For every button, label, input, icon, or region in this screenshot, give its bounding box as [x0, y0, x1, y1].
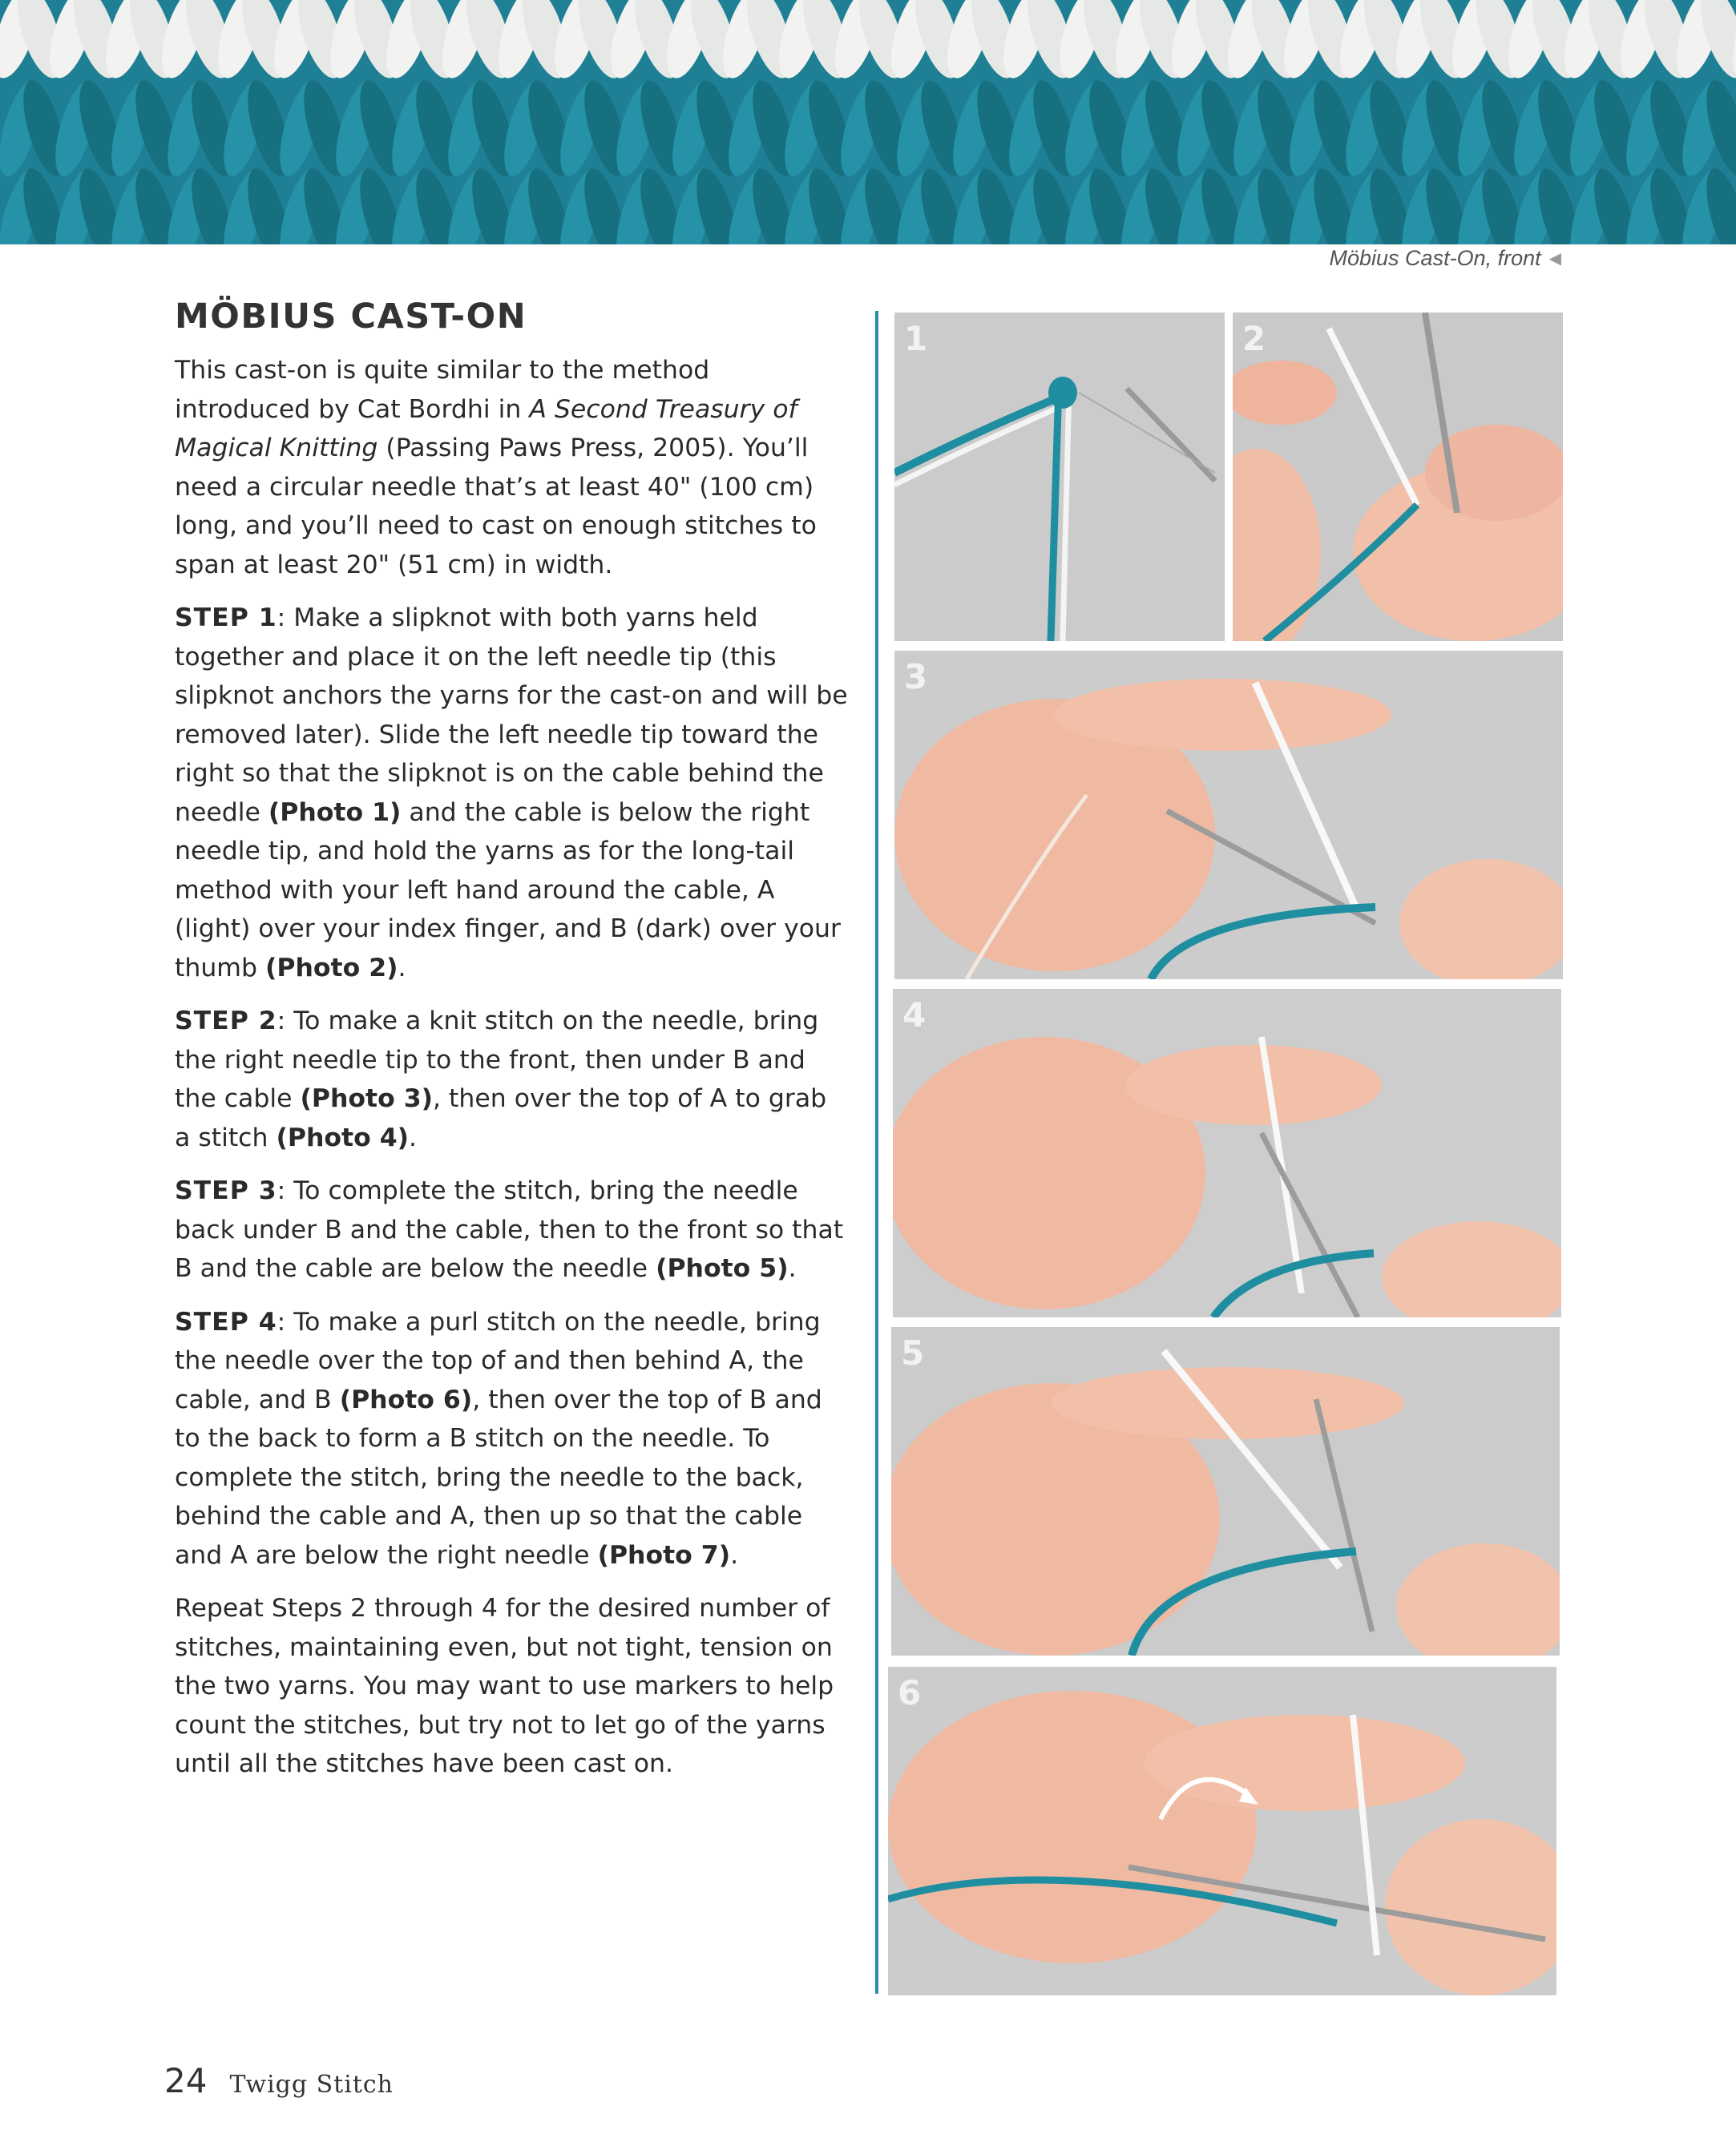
step-text: . [788, 1254, 797, 1283]
step-text: : To make a purl stitch on the needle, bring the needle over the top of and then behind A, the cable, and B [175, 1307, 821, 1414]
step-text: , then over the top of B and to the back to form a B stitch on the needle. To complete the stitch, bring the needle to the back, behind the cable and A, then up so that the cable and A are below the right needle [175, 1385, 822, 1570]
step-label: STEP 3 [175, 1176, 277, 1205]
photo-reference: (Photo 1) [268, 797, 402, 827]
step-text: : To make a knit stitch on the needle, bring the right needle tip to the front, then under B and the cable [175, 1006, 819, 1113]
photo-3 [894, 651, 1563, 979]
step-4-paragraph [175, 1303, 850, 1575]
photo-reference: (Photo 4) [276, 1123, 410, 1152]
step-text: : Make a slipknot with both yarns held together and place it on the left needle tip (this slipknot anchors the yarns for the cast-on and will be removed later). Slide the left needle tip toward the right so that the slipknot is on the cable behind the needle [175, 603, 848, 827]
book-reference: A Second Treasury of Magical Knitting [175, 394, 797, 462]
photo-number: 6 [898, 1673, 922, 1712]
step-label: STEP 4 [175, 1307, 277, 1337]
step-text: . [409, 1123, 418, 1152]
intro-text-before: This cast-on is quite similar to the method introduced by Cat Bordhi in [175, 356, 710, 424]
photo-number: 1 [904, 319, 928, 358]
photo-number: 5 [901, 1333, 925, 1373]
page-footer [164, 2061, 394, 2100]
caret-left-icon: ◀ [1548, 250, 1561, 268]
photo-1 [894, 313, 1225, 641]
photo-caption-text: Möbius Cast-On, front [1329, 246, 1541, 270]
photo-6-image [888, 1667, 1556, 1995]
knit-fabric-image [0, 0, 1736, 244]
running-title: Twigg Stitch [229, 2071, 394, 2099]
photo-4 [893, 989, 1561, 1317]
photo-5 [891, 1327, 1560, 1656]
photo-2 [1233, 313, 1563, 641]
step-2-paragraph [175, 1002, 850, 1157]
step-text: and the cable is below the right needle tip, and hold the yarns as for the long-tail method with your left hand around the cable, A (light) over your index finger, and B (dark) over your thumb [175, 797, 841, 982]
photo-2-image [1233, 313, 1563, 641]
photo-reference: (Photo 6) [339, 1385, 473, 1414]
photo-reference: (Photo 3) [300, 1084, 434, 1113]
photo-caption [1330, 246, 1561, 271]
photo-6 [888, 1667, 1556, 1995]
step-3-paragraph [175, 1172, 850, 1289]
step-label: STEP 2 [175, 1006, 277, 1035]
step-text: . [730, 1540, 739, 1570]
photo-reference: (Photo 7) [597, 1540, 731, 1570]
intro-text-after: (Passing Paws Press, 2005). You’ll need a circular needle that’s at least 40" (100 cm) long, and you’ll need to cast on enough stitches to span at least 20" (51 cm) in width. [175, 434, 817, 579]
step-label: STEP 1 [175, 603, 277, 632]
photo-reference: (Photo 5) [656, 1254, 789, 1283]
step-text: : To complete the stitch, bring the needle back under B and the cable, then to the front so that B and the cable are below the needle [175, 1176, 844, 1283]
step-text: . [398, 953, 406, 982]
photo-3-image [894, 651, 1563, 979]
photo-5-image [891, 1327, 1560, 1656]
photo-number: 2 [1242, 319, 1266, 358]
photo-4-image [893, 989, 1561, 1317]
closing-paragraph: Repeat Steps 2 through 4 for the desired number of stitches, maintaining even, but not tight, tension on the two yarns. You may want to use markers to help count the stitches, but try not to let go of the yarns until all the stitches have been cast on. [175, 1594, 834, 1778]
photo-number: 3 [904, 657, 928, 696]
step-1-paragraph [175, 599, 850, 987]
photo-number: 4 [902, 995, 927, 1035]
section-title: MÖBIUS CAST-ON [175, 296, 527, 337]
photo-1-image [894, 313, 1225, 641]
photo-reference: (Photo 2) [264, 953, 398, 982]
accent-vertical-rule [875, 311, 878, 1994]
header-photo-twigg-stitch-fabric [0, 0, 1736, 244]
step-text: , then over the top of A to grab a stitch [175, 1084, 827, 1152]
intro-paragraph [175, 351, 850, 584]
page-number: 24 [164, 2061, 208, 2100]
instructions-column [168, 296, 850, 1798]
